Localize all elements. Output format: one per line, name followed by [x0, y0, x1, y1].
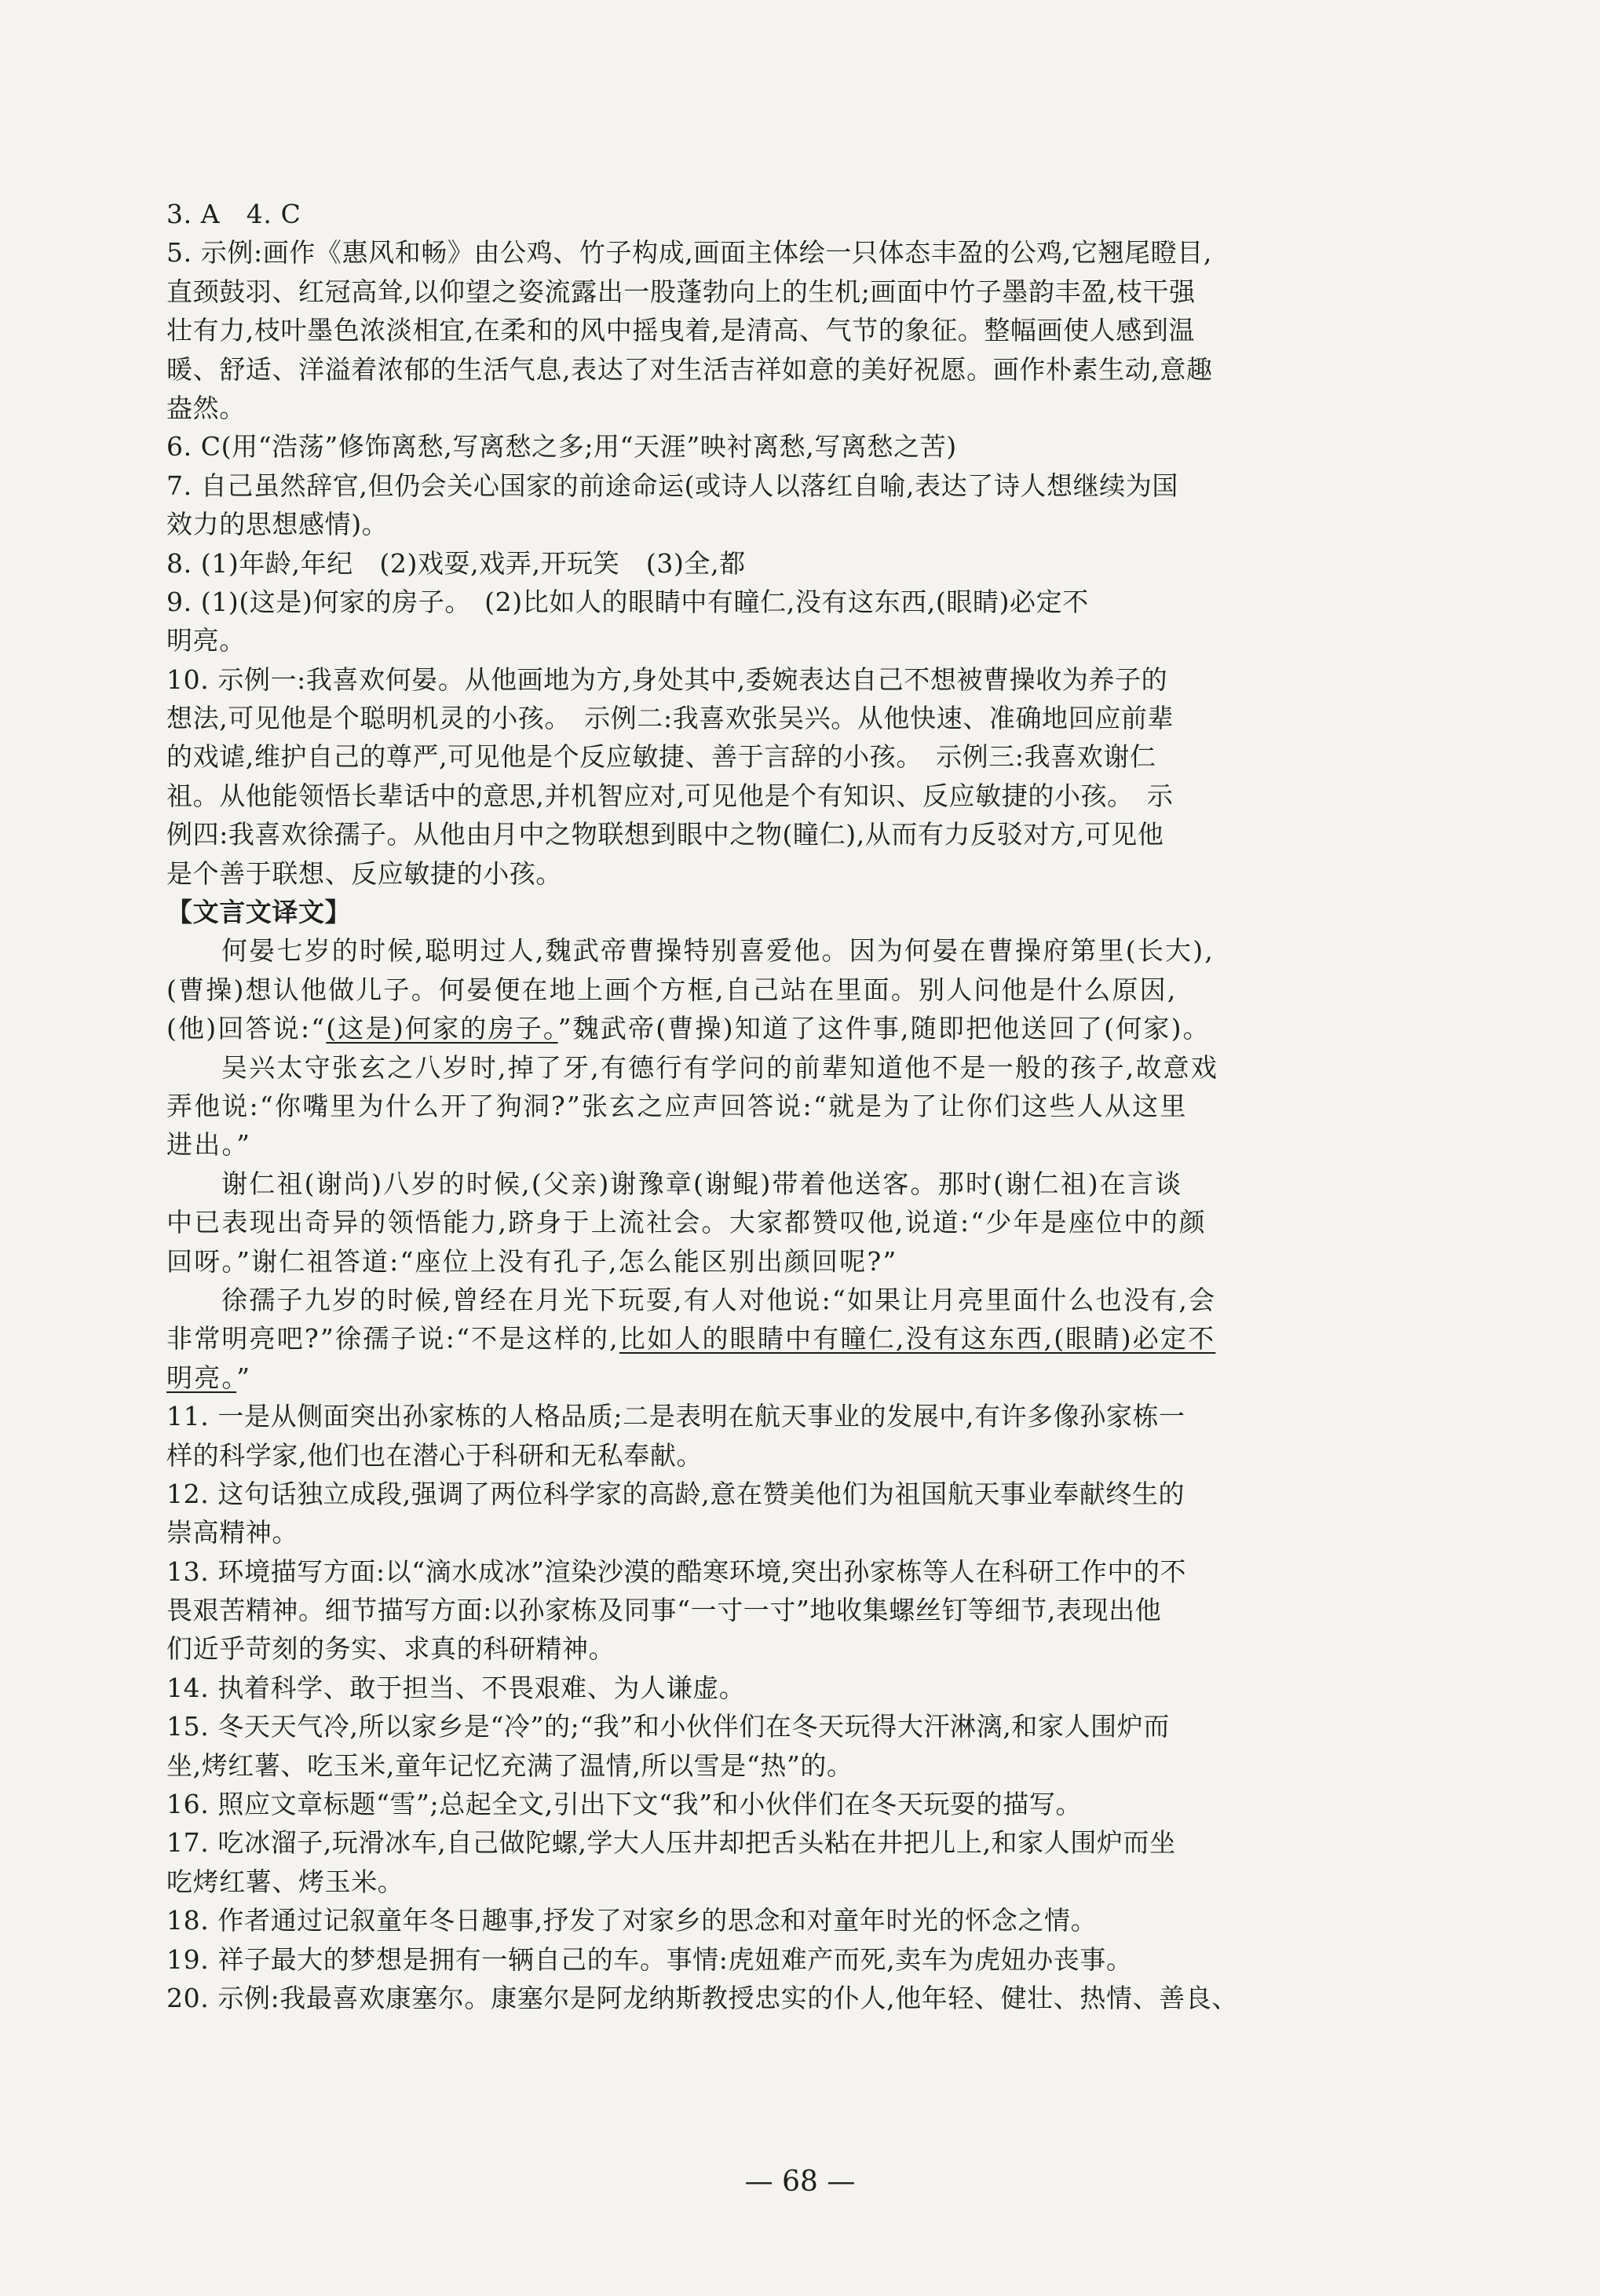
answer-line: 想法,可见他是个聪明机灵的小孩。 示例二:我喜欢张吴兴。从他快速、准确地回应前辈 [166, 703, 1174, 734]
translation-text: 非常明亮吧?”徐孺子说:“不是这样的, [166, 1323, 619, 1355]
answer-line: 9. (1)(这是)何家的房子。 (2)比如人的眼睛中有瞳仁,没有这东西,(眼睛)必定不 [166, 586, 1089, 617]
translation-line: 中已表现出奇异的领悟能力,跻身于上流社会。大家都赞叹他,说道:“少年是座位中的颜 [166, 1207, 1207, 1238]
translation-text: ”魏武帝(曹操)知道了这件事,随即把他送回了(何家)。 [557, 1013, 1211, 1044]
answer-line: 坐,烤红薯、吃玉米,童年记忆充满了温情,所以雪是“热”的。 [166, 1749, 853, 1781]
answer-line: 崇高精神。 [166, 1517, 298, 1548]
answer-line: 例四:我喜欢徐孺子。从他由月中之物联想到眼中之物(瞳仁),从而有力反驳对方,可见他 [166, 819, 1164, 850]
translation-line: 进出。” [166, 1129, 252, 1161]
translation-line [166, 1319, 1385, 1358]
answer-line: 畏艰苦精神。细节描写方面:以孙家栋及同事“一寸一寸”地收集螺丝钉等细节,表现出他 [166, 1595, 1162, 1626]
translation-line: 何晏七岁的时候,聪明过人,魏武帝曹操特别喜爱他。因为何晏在曹操府第里(长大), [221, 935, 1215, 967]
answer-line: 7. 自己虽然辞官,但仍会关心国家的前途命运(或诗人以落红自喻,表达了诗人想继续为国 [166, 470, 1179, 501]
translation-line [166, 1358, 1385, 1397]
underlined-text: 比如人的眼睛中有瞳仁,没有这东西,(眼睛)必定不 [619, 1323, 1216, 1355]
answer-line: 14. 执着科学、敢于担当、不畏艰难、为人谦虚。 [166, 1672, 746, 1703]
answer-line: 直颈鼓羽、红冠高耸,以仰望之姿流露出一股蓬勃向上的生机;画面中竹子墨韵丰盈,枝干强 [166, 276, 1196, 307]
translation-line: 谢仁祖(谢尚)八岁的时候,(父亲)谢豫章(谢鲲)带着他送客。那时(谢仁祖)在言谈 [221, 1168, 1183, 1199]
answer-line: 12. 这句话独立成段,强调了两位科学家的高龄,意在赞美他们为祖国航天事业奉献终生的 [166, 1478, 1185, 1509]
translation-line: (曹操)想认他做儿子。何晏便在地上画个方框,自己站在里面。别人问他是什么原因, [166, 974, 1178, 1005]
answer-line: 10. 示例一:我喜欢何晏。从他画地为方,身处其中,委婉表达自己不想被曹操收为养子的 [166, 664, 1168, 695]
classical-translation [166, 931, 1385, 1397]
answer-line: 样的科学家,他们也在潜心于科研和无私奉献。 [166, 1439, 703, 1471]
page-number: — 68 — [744, 2166, 856, 2198]
underlined-text: 明亮。 [166, 1362, 237, 1393]
answer-line: 19. 祥子最大的梦想是拥有一辆自己的车。事情:虎妞难产而死,卖车为虎妞办丧事。 [166, 1943, 1133, 1975]
answer-line: 20. 示例:我最喜欢康塞尔。康塞尔是阿龙纳斯教授忠实的仆人,他年轻、健壮、热情、善良、 [166, 1982, 1238, 2013]
translation-line: 徐孺子九岁的时候,曾经在月光下玩耍,有人对他说:“如果让月亮里面什么也没有,会 [221, 1284, 1217, 1315]
translation-line [166, 1009, 1385, 1047]
answer-line: 8. (1)年龄,年纪 (2)戏耍,戏弄,开玩笑 (3)全,都 [166, 547, 746, 579]
answer-line: 效力的思想感情)。 [166, 509, 389, 540]
translation-line: 弄他说:“你嘴里为什么开了狗洞?”张玄之应声回答说:“就是为了让你们这些人从这里 [166, 1090, 1188, 1121]
answer-line: 13. 环境描写方面:以“滴水成冰”渲染沙漠的酷寒环境,突出孙家栋等人在科研工作中的不 [166, 1556, 1187, 1587]
answer-line: 17. 吃冰溜子,玩滑冰车,自己做陀螺,学大人压井却把舌头粘在井把儿上,和家人围炉而坐 [166, 1827, 1176, 1859]
answer-line: 16. 照应文章标题“雪”;总起全文,引出下文“我”和小伙伴们在冬天玩耍的描写。 [166, 1789, 1083, 1820]
answer-line: 明亮。 [166, 625, 246, 656]
answer-line: 暖、舒适、洋溢着浓郁的生活气息,表达了对生活吉祥如意的美好祝愿。画作朴素生动,意趣 [166, 353, 1213, 385]
answer-line: 们近乎苛刻的务实、求真的科研精神。 [166, 1633, 616, 1665]
answer-line: 3. A 4. C [166, 199, 301, 229]
answer-line: 11. 一是从侧面突出孙家栋的人格品质;二是表明在航天事业的发展中,有许多像孙家栋一 [166, 1401, 1185, 1432]
translation-line: 吴兴太守张玄之八岁时,掉了牙,有德行有学问的前辈知道他不是一般的孩子,故意戏 [221, 1051, 1219, 1083]
answer-line: 壮有力,枝叶墨色浓淡相宜,在柔和的风中摇曳着,是清高、气节的象征。整幅画使人感到温 [166, 315, 1196, 346]
answer-line: 的戏谑,维护自己的尊严,可见他是个反应敏捷、善于言辞的小孩。 示例三:我喜欢谢仁 [166, 741, 1156, 773]
answer-line: 盎然。 [166, 392, 246, 423]
answer-line: 5. 示例:画作《惠风和畅》由公鸡、竹子构成,画面主体绘一只体态丰盈的公鸡,它翘尾瞪目, [166, 237, 1212, 269]
answer-line: 是个善于联想、反应敏捷的小孩。 [166, 857, 562, 889]
answers-top [166, 195, 1385, 893]
page-content [166, 195, 1385, 2017]
answer-line: 18. 作者通过记叙童年冬日趣事,抒发了对家乡的思念和对童年时光的怀念之情。 [166, 1905, 1098, 1936]
answer-line: 15. 冬天天气冷,所以家乡是“冷”的;“我”和小伙伴们在冬天玩得大汗淋漓,和家人围炉而 [166, 1711, 1170, 1742]
translation-text: (他)回答说:“ [166, 1013, 327, 1044]
answer-line: 吃烤红薯、烤玉米。 [166, 1866, 404, 1897]
answer-line: 6. C(用“浩荡”修饰离愁,写离愁之多;用“天涯”映衬离愁,写离愁之苦) [166, 431, 957, 462]
answer-line: 祖。从他能领悟长辈话中的意思,并机智应对,可见他是个有知识、反应敏捷的小孩。 示 [166, 780, 1174, 811]
section-title: 【文言文译文】 [166, 897, 352, 928]
translation-text: ” [236, 1362, 252, 1393]
answers-bottom [166, 1397, 1385, 2017]
translation-line: 回呀。”谢仁祖答道:“座位上没有孔子,怎么能区别出颜回呢?” [166, 1245, 898, 1277]
underlined-text: (这是)何家的房子。 [326, 1013, 558, 1044]
